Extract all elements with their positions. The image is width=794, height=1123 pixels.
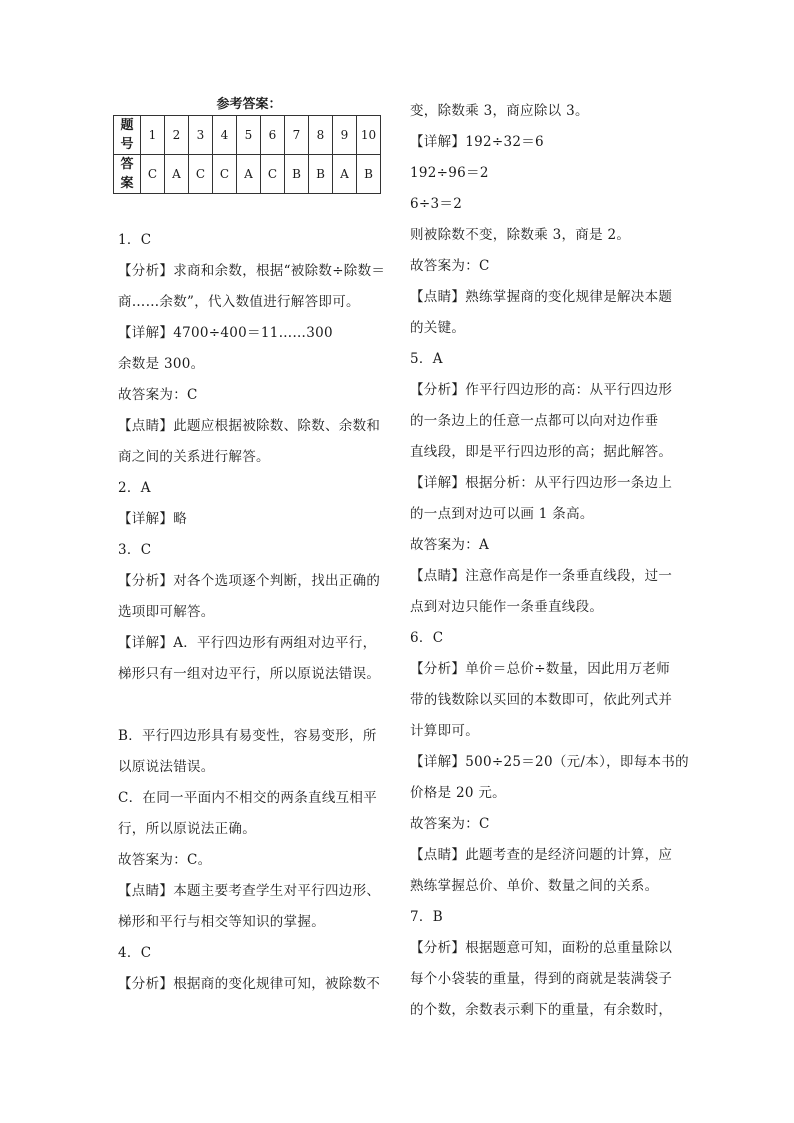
text-line: 【分析】根据商的变化规律可知，被除数不 <box>118 976 381 992</box>
text-line: 点到对边只能作一条垂直线段。 <box>410 599 604 615</box>
question-number-cell: 3 <box>189 116 213 155</box>
text-line: 【分析】求商和余数，根据“被除数÷除数＝ <box>118 263 386 279</box>
answer-cell: A <box>165 155 189 194</box>
text-line: 【分析】根据题意可知，面粉的总重量除以 <box>410 940 673 956</box>
text-line: 2．A <box>118 480 151 496</box>
right-column-text <box>410 96 700 1026</box>
question-number-cell: 9 <box>333 116 357 155</box>
question-number-cell: 5 <box>237 116 261 155</box>
question-number-cell: 10 <box>357 116 381 155</box>
text-line: 【详解】A．平行四边形有两组对边平行， <box>118 635 377 651</box>
row-header-question-number: 题 号 <box>114 116 141 155</box>
text-line: 变，除数乘 3，商应除以 3。 <box>410 103 589 119</box>
text-line: C．在同一平面内不相交的两条直线互相平 <box>118 790 378 806</box>
text-line: 【详解】根据分析：从平行四边形一条边上 <box>410 475 673 491</box>
text-line: 【点睛】此题考查的是经济问题的计算，应 <box>410 847 673 863</box>
text-line: 余数是 300。 <box>118 356 205 372</box>
text-line: B．平行四边形具有易变性，容易变形，所 <box>118 728 377 744</box>
text-line: 梯形只有一组对边平行，所以原说法错误。 <box>118 666 381 682</box>
text-line: 的关键。 <box>410 320 466 336</box>
text-line: 商之间的关系进行解答。 <box>118 449 270 465</box>
text-line: 商……余数”，代入数值进行解答即可。 <box>118 294 360 310</box>
question-number-cell: 4 <box>213 116 237 155</box>
text-line: 1．C <box>118 232 152 248</box>
row-header-answer: 答 案 <box>114 155 141 194</box>
text-line: 【详解】略 <box>118 511 187 527</box>
text-line: 故答案为：C <box>118 387 198 403</box>
answer-table <box>113 115 381 194</box>
question-number-cell: 7 <box>285 116 309 155</box>
blank-line <box>118 690 398 721</box>
text-line: 6÷3＝2 <box>410 196 463 212</box>
text-line: 【点睛】熟练掌握商的变化规律是解决本题 <box>410 289 673 305</box>
answer-cell: B <box>357 155 381 194</box>
text-line: 故答案为：C <box>410 258 490 274</box>
text-line: 带的钱数除以买回的本数即可，依此列式并 <box>410 692 673 708</box>
text-line: 3．C <box>118 542 152 558</box>
text-line: 的一条边上的任意一点都可以向对边作垂 <box>410 413 659 429</box>
text-line: 【详解】192÷32＝6 <box>410 134 544 150</box>
text-line: 【详解】500÷25＝20（元/本），即每本书的 <box>410 754 689 770</box>
answer-cell: C <box>213 155 237 194</box>
text-line: 行，所以原说法正确。 <box>118 821 256 837</box>
text-line: 计算即可。 <box>410 723 479 739</box>
text-line: 每个小袋装的重量，得到的商就是装满袋子 <box>410 971 673 987</box>
text-line: 故答案为：A <box>410 537 490 553</box>
text-line: 故答案为：C。 <box>118 852 212 868</box>
text-line: 192÷96＝2 <box>410 165 489 181</box>
text-line: 【详解】4700÷400＝11……300 <box>118 325 333 341</box>
text-line: 直线段，即是平行四边形的高；据此解答。 <box>410 444 673 460</box>
text-line: 6．C <box>410 630 444 646</box>
text-line: 价格是 20 元。 <box>410 785 506 801</box>
text-line: 的一点到对边可以画 1 条高。 <box>410 506 594 522</box>
text-line: 选项即可解答。 <box>118 604 215 620</box>
answer-cell: A <box>333 155 357 194</box>
text-line: 【点睛】本题主要考查学生对平行四边形、 <box>118 883 381 899</box>
question-number-cell: 2 <box>165 116 189 155</box>
answer-row <box>114 155 381 194</box>
text-line: 【点睛】此题应根据被除数、除数、余数和 <box>118 418 381 434</box>
text-line: 则被除数不变，除数乘 3，商是 2。 <box>410 227 631 243</box>
text-line: 的个数，余数表示剩下的重量，有余数时， <box>410 1002 673 1018</box>
text-line: 【分析】单价＝总价÷数量，因此用万老师 <box>410 661 671 677</box>
text-line: 梯形和平行与相交等知识的掌握。 <box>118 914 325 930</box>
text-line: 5．A <box>410 351 443 367</box>
text-line: 4．C <box>118 945 152 961</box>
answer-cell: C <box>189 155 213 194</box>
text-line: 【分析】对各个选项逐个判断，找出正确的 <box>118 573 381 589</box>
text-line: 【分析】作平行四边形的高：从平行四边形 <box>410 382 673 398</box>
answer-cell: C <box>261 155 285 194</box>
text-line: 故答案为：C <box>410 816 490 832</box>
question-number-cell: 1 <box>141 116 165 155</box>
answer-cell: C <box>141 155 165 194</box>
answer-cell: B <box>285 155 309 194</box>
answer-cell: B <box>309 155 333 194</box>
question-number-cell: 6 <box>261 116 285 155</box>
text-line: 7．B <box>410 909 443 925</box>
question-number-row <box>114 116 381 155</box>
text-line: 【点睛】注意作高是作一条垂直线段，过一 <box>410 568 673 584</box>
text-line: 熟练掌握总价、单价、数量之间的关系。 <box>410 878 659 894</box>
text-line: 以原说法错误。 <box>118 759 215 775</box>
left-column-text <box>118 225 398 1000</box>
answer-cell: A <box>237 155 261 194</box>
answer-key-title: 参考答案： <box>216 97 282 112</box>
question-number-cell: 8 <box>309 116 333 155</box>
